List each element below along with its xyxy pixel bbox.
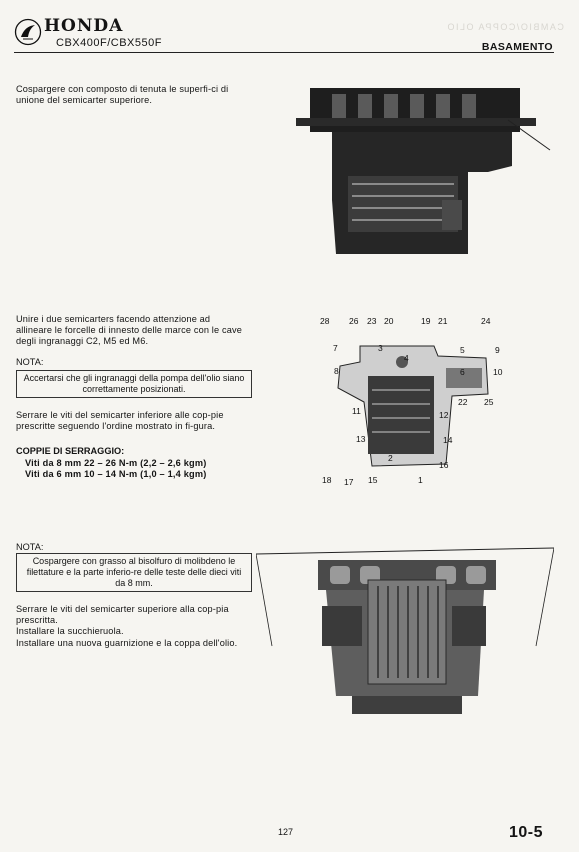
diagram-number: 3 bbox=[378, 343, 383, 353]
bleed-through-text: CAMBIO/COPPA OLIO bbox=[446, 22, 564, 32]
step-4-text bbox=[16, 604, 246, 649]
model-name: CBX400F/CBX550F bbox=[56, 37, 162, 49]
step-1-text: Cospargere con composto di tenuta le superfi-ci di unione del semicarter superiore. bbox=[16, 84, 229, 106]
diagram-number: 25 bbox=[484, 397, 494, 407]
diagram-number: 24 bbox=[481, 316, 491, 326]
page-number: 127 bbox=[278, 827, 294, 837]
nota-1-label: NOTA: bbox=[16, 357, 44, 367]
honda-wing-logo-icon bbox=[14, 18, 42, 46]
nota-2-box: Cospargere con grasso al bisolfuro di molibdeno le filettature e la parte inferio-re delle teste delle dieci viti da 8 mm. bbox=[16, 553, 252, 592]
diagram-number: 5 bbox=[460, 345, 465, 355]
torque-title: COPPIE DI SERRAGGIO: bbox=[16, 446, 125, 456]
diagram-number: 22 bbox=[458, 397, 468, 407]
diagram-number: 12 bbox=[439, 410, 449, 420]
diagram-number: 21 bbox=[438, 316, 448, 326]
section-title: BASAMENTO bbox=[481, 41, 553, 53]
diagram-number: 10 bbox=[493, 367, 503, 377]
diagram-number: 2 bbox=[388, 453, 393, 463]
diagram-number: 18 bbox=[322, 475, 332, 485]
step-4-line-2: Installare la succhieruola. bbox=[16, 626, 124, 637]
figure-2-bolt-sequence-diagram bbox=[316, 332, 516, 490]
diagram-number: 19 bbox=[421, 316, 431, 326]
step-4-line-3: Installare una nuova guarnizione e la coppa dell'olio. bbox=[16, 637, 238, 648]
diagram-number: 26 bbox=[349, 316, 359, 326]
diagram-number: 17 bbox=[344, 477, 354, 487]
diagram-number: 20 bbox=[384, 316, 394, 326]
diagram-number: 7 bbox=[333, 343, 338, 353]
diagram-number: 16 bbox=[439, 460, 449, 470]
nota-1-box: Accertarsi che gli ingranaggi della pompa dell'olio siano correttamente posizionati. bbox=[16, 370, 252, 398]
diagram-number: 28 bbox=[320, 316, 330, 326]
torque-row-6mm: Viti da 6 mm 10 – 14 N-m (1,0 – 1,4 kgm) bbox=[25, 469, 207, 479]
step-4-line-1: Serrare le viti del semicarter superiore alla cop-pia prescritta. bbox=[16, 604, 229, 626]
header-rule bbox=[14, 52, 554, 53]
diagram-number: 1 bbox=[418, 475, 423, 485]
diagram-number: 15 bbox=[368, 475, 378, 485]
diagram-number: 4 bbox=[404, 353, 409, 363]
diagram-number: 13 bbox=[356, 434, 366, 444]
diagram-number: 8 bbox=[334, 366, 339, 376]
diagram-number: 9 bbox=[495, 345, 500, 355]
step-2-text: Unire i due semicarters facendo attenzione ad allineare le forcelle di innesto delle marce con le cave degli ingranaggi C2, M5 ed M6. bbox=[16, 314, 242, 347]
nota-2-label: NOTA: bbox=[16, 542, 44, 552]
diagram-number: 6 bbox=[460, 367, 465, 377]
figure-3-oil-sump-photo bbox=[256, 546, 554, 722]
diagram-number: 23 bbox=[367, 316, 377, 326]
torque-row-8mm: Viti da 8 mm 22 – 26 N-m (2,2 – 2,6 kgm) bbox=[25, 458, 207, 468]
brand-name: HONDA bbox=[44, 16, 124, 36]
figure-1-crankcase-photo bbox=[292, 80, 554, 260]
step-3-text: Serrare le viti del semicarter inferiore alle cop-pie prescritte seguendo l'ordine mostrato in fi-gura. bbox=[16, 410, 224, 432]
diagram-number: 11 bbox=[352, 406, 361, 416]
section-page-number: 10-5 bbox=[509, 824, 544, 841]
diagram-number: 14 bbox=[443, 435, 453, 445]
